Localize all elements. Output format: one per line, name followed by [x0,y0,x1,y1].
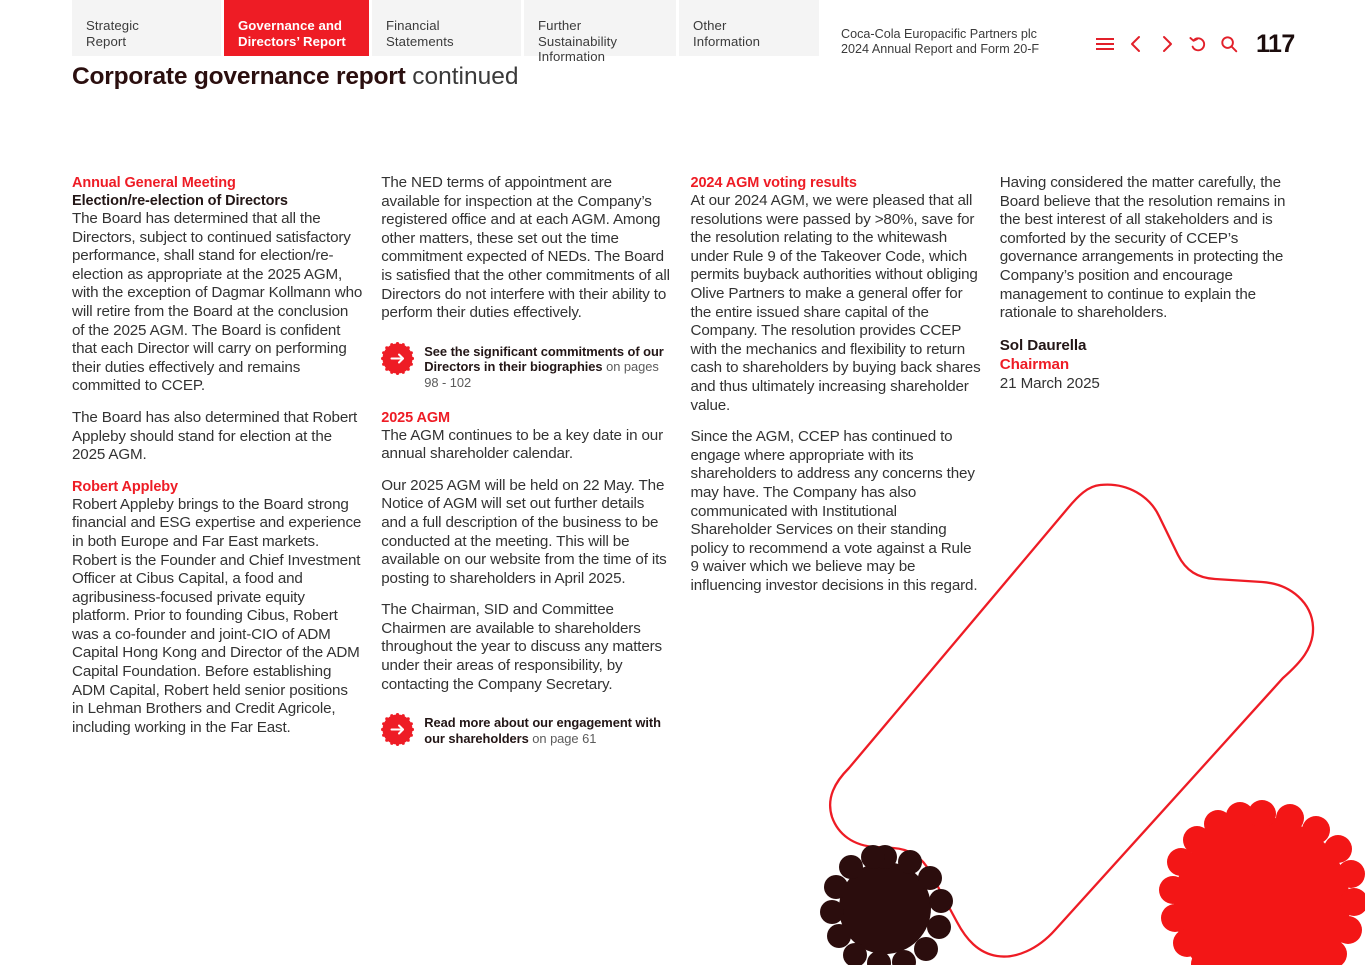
cross-reference-bold: See the significant commitments of our Directors in their biographies [424,343,664,375]
document-title: Coca-Cola Europacific Partners plc 2024 Annual Report and Form 20-F [841,27,1040,56]
tab-label: Other Information [693,18,761,49]
cross-reference-page: on pages 98 - 102 [424,359,659,390]
cross-reference-link-shareholder-engagement[interactable] [381,712,671,746]
signature-date: 21 March 2025 [999,374,1100,392]
page-number: 117 [1256,30,1295,58]
signature-name: Sol Daurella [999,336,1087,354]
previous-page-icon[interactable] [1125,33,1147,55]
paragraph: The Board has determined that all the Directors, subject to continued satisfactory performance, shall stand for election/re-election as appropriate at the 2025 AGM, with the exception of Dagmar Kollmann who will retire from the Board at the conclusion of the 2025 AGM. The Board is confident that each Director will carry on performing their duties effectively and remains committed to CCEP. [72,210,363,395]
tab-label: Further Sustainability Information [538,18,618,64]
paragraph: The AGM continues to be a key date in our annual shareholder calendar. [381,426,663,463]
scalloped-circle-red [1159,800,1365,965]
page-title-main: Corporate governance report [72,63,406,90]
page-title [72,63,518,91]
paragraph: Our 2025 AGM will be held on 22 May. The Notice of AGM will set out further details and a full description of the business to be conducted at the meeting. This will be available on our website from the time of its posting to shareholders in April 2025. [381,476,667,587]
tab-label: Strategic Report [86,18,139,49]
heading-2024-agm-voting-results: 2024 AGM voting results [690,175,857,191]
signature-role: Chairman [999,355,1069,373]
paragraph: Having considered the matter carefully, the Board believe that the resolution remains in the best interest of all stakeholders and is comforted by the security of CCEP’s governance arrangements in protecting the Company’s position and encourage management to continue to explain the rationale to shareholders. [999,174,1286,322]
undo-icon[interactable] [1187,33,1209,55]
page-header [0,0,1365,64]
subheading-election-re-election: Election/re-election of Directors [72,193,288,209]
tab-further-sustainability-information[interactable] [524,0,679,64]
tab-strategic-report[interactable] [72,0,224,56]
tab-label: Governance and Directors’ Report [238,18,346,49]
cross-reference-text [424,341,671,391]
column-3 [691,174,981,764]
cross-reference-page: on page 61 [528,730,597,746]
column-4 [1000,174,1294,764]
column-2 [381,174,671,764]
scalloped-circle-dark [820,845,953,965]
tab-financial-statements[interactable] [372,0,524,56]
search-icon[interactable] [1218,33,1240,55]
cross-reference-bold: Read more about our engagement with our shareholders [424,715,662,746]
arrow-right-circle-icon [381,342,414,375]
header-toolbar [1094,33,1240,55]
tab-label: Financial Statements [386,18,454,49]
tab-other-information[interactable] [679,0,819,56]
next-page-icon[interactable] [1156,33,1178,55]
arrow-right-circle-icon [381,713,414,746]
menu-icon[interactable] [1094,33,1116,55]
page-title-continued: continued [412,63,519,90]
content-columns [72,174,1294,764]
tab-governance-and-directors-report[interactable] [224,0,372,56]
heading-robert-appleby: Robert Appleby [72,478,179,495]
paragraph: The NED terms of appointment are available for inspection at the Company’s registered office and at each AGM. Among other matters, these set out the time commitment expected of NEDs. The Board is satisfied that the other commitments of all Directors do not interfere with their ability to perform their duties effectively. [381,174,670,322]
paragraph: Robert Appleby brings to the Board strong financial and ESG expertise and experience in both Europe and Far East markets. Robert is the Founder and Chief Investment Officer at Cibus Capital, a food and agribusiness-focused private equity platform. Prior to founding Cibus, Robert was a co-founder and joint-CIO of ADM Capital Hong Kong and Director of the ADM Capital Foundation. Before establishing ADM Capital, Robert held senior positions in Lehman Brothers and Credit Agricole, including working in the Far East. [72,495,362,736]
cross-reference-text [424,712,671,746]
paragraph: At our 2024 AGM, we were pleased that all resolutions were passed by >80%, save for the resolution relating to the whitewash under Rule 9 of the Takeover Code, which permits buyback authorities without obliging Olive Partners to make a general offer for the entire issued share capital of the Company. The resolution provides CCEP with the mechanics and flexibility to return cash to shareholders by buying back shares and thus ultimately increasing shareholder value. [690,192,981,414]
cross-reference-link-directors-biographies[interactable] [381,341,671,391]
section-tabs [72,0,819,64]
paragraph: The Chairman, SID and Committee Chairmen are available to shareholders throughout the year to discuss any matters under their areas of responsibility, by contacting the Company Secretary. [381,601,662,693]
column-1 [72,174,362,764]
paragraph: Since the AGM, CCEP has continued to engage where appropriate with its shareholders to address any concerns they may have. The Company has also communicated with Institutional Shareholder Services on their standing policy to recommend a vote against a Rule 9 waiver which we believe may be influencing investor decisions in this regard. [690,428,978,594]
paragraph: The Board has also determined that Robert Appleby should stand for election at the 2025 AGM. [72,408,358,464]
heading-annual-general-meeting: Annual General Meeting [72,175,236,191]
heading-2025-agm: 2025 AGM [381,409,451,426]
